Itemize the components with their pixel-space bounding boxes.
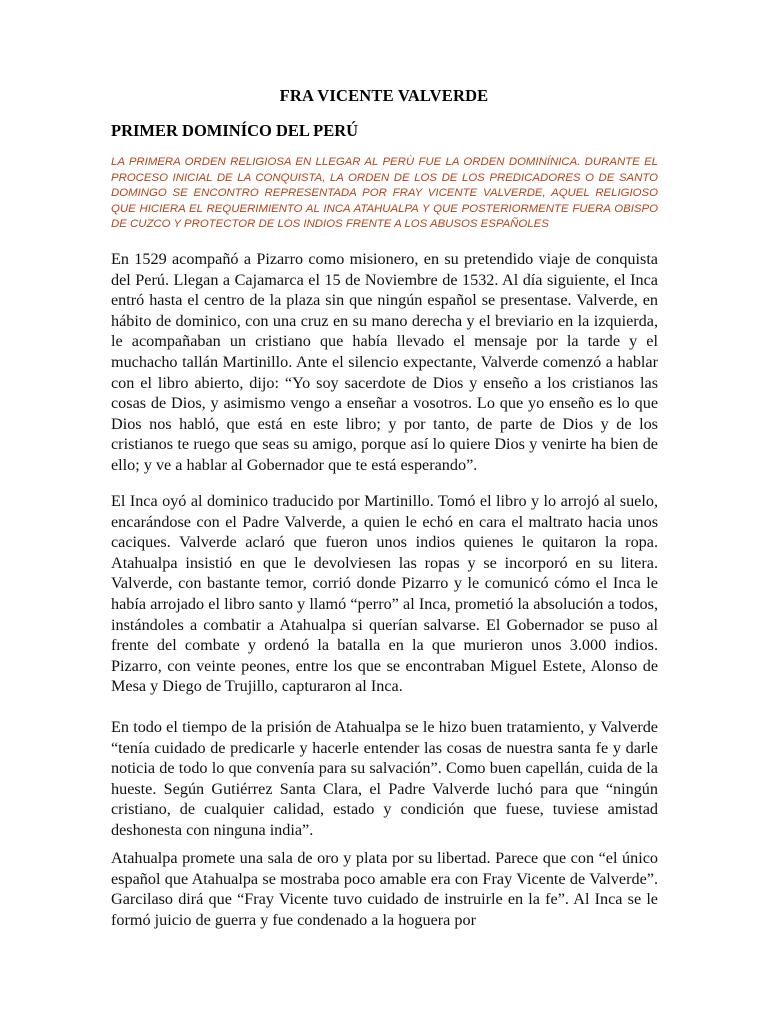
document-title: FRA VICENTE VALVERDE [279,86,489,105]
body-paragraph-4: Atahualpa promete una sala de oro y plata por su libertad. Parece que con “el único español que Atahualpa se mostraba poco amable era con Fray Vicente de Valverde”. Garcilaso dirá que “Fray Vicente tuvo cuidado de instruirle en la fe”. Al Inca se le formó juicio de guerra y fue condenado a la hoguera por [111,849,658,929]
body-paragraph-1: En 1529 acompañó a Pizarro como misionero, en su pretendido viaje de conquista del Perú. Llegan a Cajamarca el 15 de Noviembre de 1532. Al día siguiente, el Inca entró hasta el centro de la plaza sin que ningún español se presentase. Valverde, en hábito de dominico, con una cruz en su mano derecha y el breviario en la izquierda, le acompañaban un cristiano que había llevado el mensaje por la tarde y el muchacho tallán Martinillo. Ante el silencio expectante, Valverde comenzó a hablar con el libro abierto, dijo: “Yo soy sacerdote de Dios y enseño a los cristianos las cosas de Dios, y asimismo vengo a enseñar a vosotros. Lo que yo enseño es lo que Dios nos habló, que está en este libro; y por tanto, de parte de Dios y de los cristianos te ruego que seas su amigo, porque así lo quiere Dios y venirte ha bien de ello; y ve a hablar al Gobernador que te está esperando”. [111,250,658,474]
intro-paragraph: LA PRIMERA ORDEN RELIGIOSA EN LLEGAR AL PERÙ FUE LA ORDEN DOMINÍNICA. DURANTE EL PROCESO INICIAL DE LA CONQUISTA, LA ORDEN DE LOS DE LOS PREDICADORES O DE SANTO DOMINGO SE ENCONTRO REPRESENTADA POR FRAY VICENTE VALVERDE, AQUEL RELIGIOSO QUE HICIERA EL REQUERIMIENTO AL INCA ATAHUALPA Y QUE POSTERIORMENTE FUERA OBISPO DE CUZCO Y PROTECTOR DE LOS INDIOS FRENTE A LOS ABUSOS ESPAÑOLES [111,156,658,230]
body-paragraph-2: El Inca oyó al dominico traducido por Martinillo. Tomó el libro y lo arrojó al suelo, encarándose con el Padre Valverde, a quien le echó en cara el maltrato hacia unos caciques. Valverde aclaró que fueron unos indios quienes le quitaron la ropa. Atahualpa insistió en que le devolviesen las ropas y se incorporó en su litera. Valverde, con bastante temor, corrió donde Pizarro y le comunicó cómo el Inca le había arrojado el libro santo y llamó “perro” al Inca, prometió la absolución a todos, instándoles a combatir a Atahualpa si querían salvarse. El Gobernador se puso al frente del combate y ordenó la batalla en la que murieron unos 3.000 indios. Pizarro, con veinte peones, entre los que se encontraban Miguel Estete, Alonso de Mesa y Diego de Trujillo, capturaron al Inca. [111,492,658,696]
document-subtitle: PRIMER DOMINÍCO DEL PERÚ [111,121,359,140]
body-paragraph-3: En todo el tiempo de la prisión de Atahualpa se le hizo buen tratamiento, y Valverde “tenía cuidado de predicarle y hacerle entender las cosas de nuestra santa fe y darle noticia de todo lo que convenía para su salvación”. Como buen capellán, cuida de la hueste. Según Gutiérrez Santa Clara, el Padre Valverde luchó para que “ningún cristiano, de cualquier calidad, estado y condición que fuese, tuviese amistad deshonesta con ninguna india”. [111,718,658,839]
